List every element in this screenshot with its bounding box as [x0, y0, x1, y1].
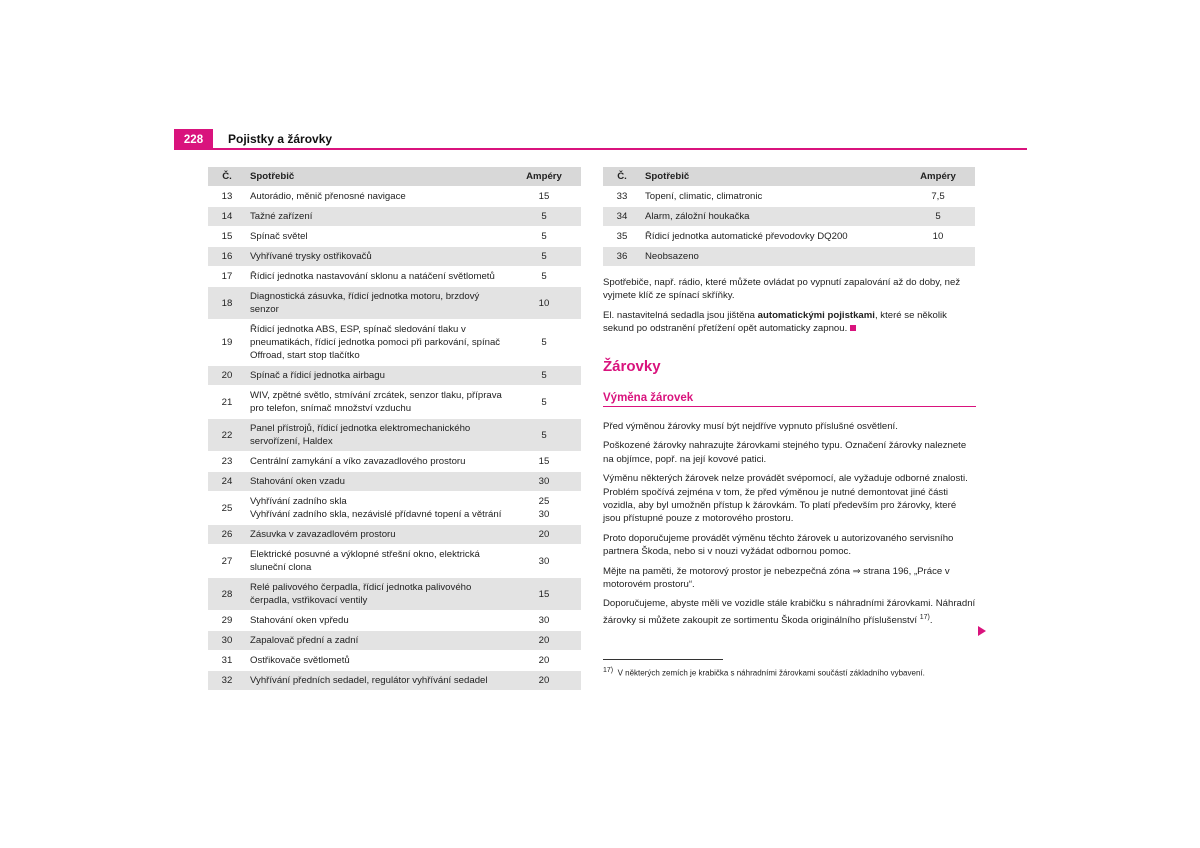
note-paragraph: Spotřebiče, např. rádio, které můžete ovládat po vypnutí zapalování až do doby, než vyjmete klíč ze spínací skříňky. [603, 277, 961, 302]
amperage-cell: 20 [507, 671, 581, 691]
consumer-cell: Zapalovač přední a zadní [246, 631, 507, 651]
table-row [603, 187, 975, 207]
consumer-cell: Tažné zařízení [246, 207, 507, 227]
table-row [208, 611, 581, 631]
amperage-cell: 30 [507, 545, 581, 578]
amperage-cell: 30 [507, 611, 581, 631]
amperage-cell: 5 [507, 386, 581, 419]
consumer-cell: Diagnostická zásuvka, řídicí jednotka motoru, brzdový senzor [246, 287, 507, 320]
page-title: Pojistky a žárovky [228, 132, 333, 146]
fuse-number-cell: 32 [208, 671, 246, 691]
amperage-cell: 10 [507, 287, 581, 320]
body-paragraph: Mějte na paměti, že motorový prostor je nebezpečná zóna ⇒ strana 196, „Práce v motorovém prostoru“. [603, 565, 950, 591]
consumer-cell: Řídicí jednotka automatické převodovky DQ200 [641, 227, 901, 247]
fuse-number-cell: 21 [208, 386, 246, 419]
amperage-cell [901, 247, 975, 267]
table-row [208, 651, 581, 671]
body-paragraph [603, 597, 976, 627]
fuse-number-cell: 23 [208, 452, 246, 472]
fuse-number-cell: 28 [208, 578, 246, 611]
amperage-cell: 15 [507, 452, 581, 472]
amperage-cell: 30 [507, 472, 581, 492]
table-row [603, 207, 975, 227]
table-row [208, 671, 581, 691]
fuse-number-cell: 25 [208, 492, 246, 525]
amperage-cell: 20 [507, 651, 581, 671]
amperage-cell: 15 [507, 187, 581, 207]
table-row [208, 525, 581, 545]
column-header-amps: Ampéry [901, 167, 975, 187]
consumer-cell: Vyhřívání zadního skla Vyhřívání zadního skla, nezávislé přídavné topení a větrání [246, 492, 507, 525]
body-paragraph: Poškozené žárovky nahrazujte žárovkami stejného typu. Označení žárovky naleznete na objímce, popř. na její kovové patici. [603, 440, 967, 465]
consumer-cell: Ostřikovače světlometů [246, 651, 507, 671]
consumer-cell: Centrální zamykání a víko zavazadlového prostoru [246, 452, 507, 472]
amperage-cell: 5 [507, 267, 581, 287]
fuse-number-cell: 29 [208, 611, 246, 631]
fuse-number-cell: 20 [208, 366, 246, 386]
consumer-cell: Řídicí jednotka nastavování sklonu a natáčení světlometů [246, 267, 507, 287]
fuse-number-cell: 31 [208, 651, 246, 671]
page-number: 228 [174, 129, 213, 150]
fuse-number-cell: 33 [603, 187, 641, 207]
fuse-number-cell: 35 [603, 227, 641, 247]
fuse-table-right [603, 167, 975, 267]
fuse-notes [603, 276, 976, 342]
consumer-cell: WIV, zpětné světlo, stmívání zrcátek, senzor tlaku, příprava pro telefon, snímač množství vzduchu [246, 386, 507, 419]
consumer-cell: Zásuvka v zavazadlovém prostoru [246, 525, 507, 545]
note-bold-text: automatickými pojistkami [757, 309, 875, 321]
amperage-cell: 5 [507, 207, 581, 227]
table-row [208, 287, 581, 320]
table-row [208, 631, 581, 651]
table-row [208, 472, 581, 492]
fuse-number-cell: 15 [208, 227, 246, 247]
table-row [208, 227, 581, 247]
amperage-cell: 7,5 [901, 187, 975, 207]
amperage-cell: 15 [507, 578, 581, 611]
consumer-cell: Relé palivového čerpadla, řídicí jednotka palivového čerpadla, vstřikovací ventily [246, 578, 507, 611]
continue-arrow-icon [978, 626, 986, 636]
table-row [208, 386, 581, 419]
consumer-cell: Spínač a řídicí jednotka airbagu [246, 366, 507, 386]
fuse-number-cell: 36 [603, 247, 641, 267]
column-header-consumer: Spotřebič [246, 167, 507, 187]
section-heading: Žárovky [603, 358, 661, 375]
footnote-text: V některých zemích je krabička s náhradními žárovkami součástí základního vybavení. [617, 668, 925, 678]
table-row [208, 247, 581, 267]
consumer-cell: Stahování oken vpředu [246, 611, 507, 631]
note-paragraph-auto-fuses [603, 309, 976, 336]
consumer-cell: Elektrické posuvné a výklopné střešní okno, elektrická sluneční clona [246, 545, 507, 578]
fuse-number-cell: 30 [208, 631, 246, 651]
body-text: Doporučujeme, abyste měli ve vozidle stále krabičku s náhradními žárovkami. Náhradní žárovky si můžete zakoupit ze sortimentu Škoda originálního příslušenství [603, 598, 976, 627]
table-row [208, 207, 581, 227]
fuse-number-cell: 24 [208, 472, 246, 492]
consumer-cell: Topení, climatic, climatronic [641, 187, 901, 207]
fuse-number-cell: 22 [208, 419, 246, 452]
fuse-number-cell: 26 [208, 525, 246, 545]
table-row [208, 578, 581, 611]
table-row [208, 419, 581, 452]
fuse-number-cell: 34 [603, 207, 641, 227]
table-row [208, 320, 581, 366]
column-header-number: Č. [208, 167, 246, 187]
fuse-number-cell: 14 [208, 207, 246, 227]
amperage-cell: 5 [507, 320, 581, 366]
amperage-cell: 5 [507, 419, 581, 452]
table-row [208, 267, 581, 287]
consumer-cell: Vyhřívání předních sedadel, regulátor vyhřívání sedadel [246, 671, 507, 691]
amperage-cell: 25 30 [507, 492, 581, 525]
footnote-marker: 17) [603, 667, 614, 674]
footnote-reference: 17) [919, 613, 930, 621]
consumer-cell: Panel přístrojů, řídicí jednotka elektromechanického servořízení, Haldex [246, 419, 507, 452]
amperage-cell: 20 [507, 631, 581, 651]
consumer-cell: Řídicí jednotka ABS, ESP, spínač sledování tlaku v pneumatikách, řídicí jednotka pomoci při parkování, spínač Offroad, start stop tlačítko [246, 320, 507, 366]
amperage-cell: 5 [507, 247, 581, 267]
note-text: El. nastavitelná sedadla jsou jištěna [603, 309, 758, 321]
column-header-amps: Ampéry [507, 167, 581, 187]
fuse-number-cell: 17 [208, 267, 246, 287]
consumer-cell: Autorádio, měnič přenosné navigace [246, 187, 507, 207]
table-row [603, 227, 975, 247]
footnote [603, 667, 925, 678]
consumer-cell: Neobsazeno [641, 247, 901, 267]
amperage-cell: 5 [901, 207, 975, 227]
bulb-instructions [603, 420, 976, 633]
fuse-table-left [208, 167, 581, 691]
body-paragraph: Výměnu některých žárovek nelze provádět svépomocí, ale vyžaduje odborné znalosti. Problém spočívá zejména v tom, že před výměnou je nutné demontovat jiné části vozidla, aby byl umožněn přístup k žárovkám. To platí především pro žárovky, které jsou přístupné pouze z motorového prostoru. [603, 473, 968, 525]
fuse-number-cell: 13 [208, 187, 246, 207]
note-text: , které se několik sekund po odstranění přetížení opět automaticky zapnou. [603, 309, 947, 335]
consumer-cell: Spínač světel [246, 227, 507, 247]
consumer-cell: Vyhřívané trysky ostřikovačů [246, 247, 507, 267]
header-rule [174, 148, 1027, 150]
consumer-cell: Stahování oken vzadu [246, 472, 507, 492]
subsection-heading: Výměna žárovek [603, 392, 976, 407]
table-row [208, 452, 581, 472]
end-marker-icon [850, 325, 856, 331]
amperage-cell: 10 [901, 227, 975, 247]
body-text: . [929, 615, 933, 627]
footnote-rule [603, 659, 723, 660]
amperage-cell: 5 [507, 366, 581, 386]
table-row [208, 187, 581, 207]
table-row [603, 247, 975, 267]
fuse-number-cell: 16 [208, 247, 246, 267]
fuse-number-cell: 27 [208, 545, 246, 578]
amperage-cell: 20 [507, 525, 581, 545]
table-row [208, 492, 581, 525]
fuse-number-cell: 18 [208, 287, 246, 320]
amperage-cell: 5 [507, 227, 581, 247]
column-header-consumer: Spotřebič [641, 167, 901, 187]
body-paragraph: Před výměnou žárovky musí být nejdříve vypnuto příslušné osvětlení. [603, 421, 898, 432]
table-row [208, 366, 581, 386]
column-header-number: Č. [603, 167, 641, 187]
fuse-number-cell: 19 [208, 320, 246, 366]
body-paragraph: Proto doporučujeme provádět výměnu těchto žárovek u autorizovaného servisního partnera Škoda, nebo si v nouzi vyžádat odbornou pomoc. [603, 532, 954, 558]
consumer-cell: Alarm, záložní houkačka [641, 207, 901, 227]
table-row [208, 545, 581, 578]
